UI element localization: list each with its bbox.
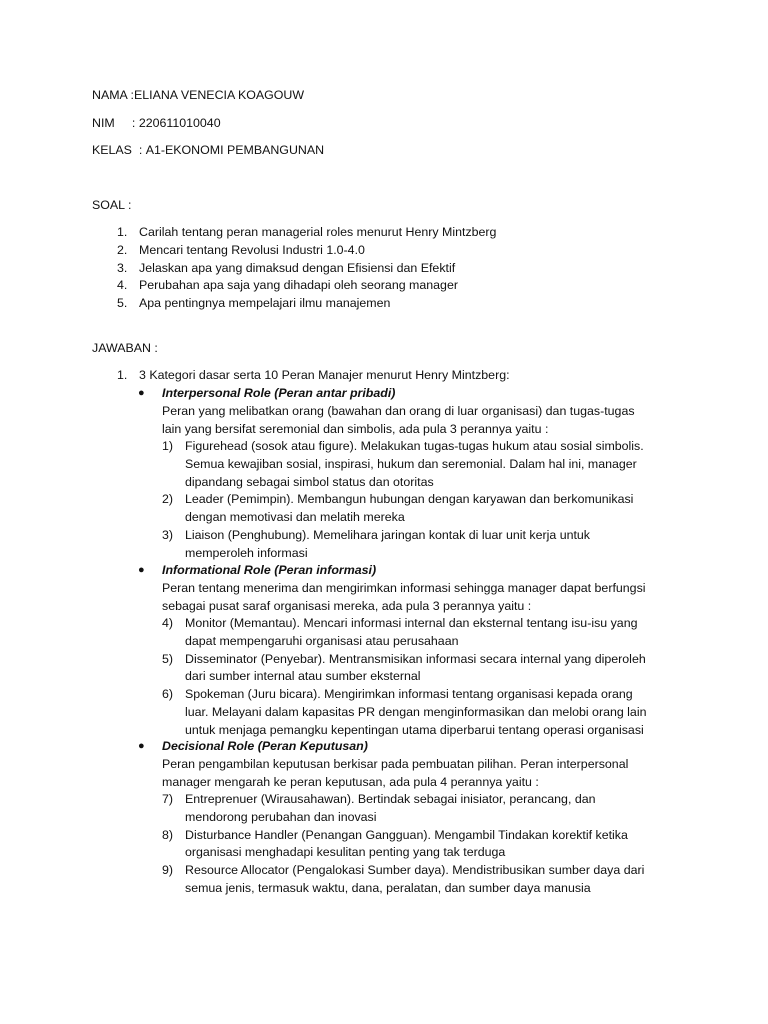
role-number: 2) <box>162 492 174 507</box>
interpersonal-roles <box>162 438 644 563</box>
section-title: Decisional Role (Peran Keputusan) <box>162 739 368 753</box>
kelas-value: A1-EKONOMI PEMBANGUNAN <box>145 143 325 157</box>
role-text: Resource Allocator (Pengalokasi Sumber daya). Mendistribusikan sumber daya dari <box>185 863 645 878</box>
role-text: semua jenis, termasuk waktu, dana, peralatan, dan sumber daya manusia <box>185 880 591 895</box>
section-title: Informational Role (Peran informasi) <box>162 563 377 577</box>
informational-section <box>138 562 646 615</box>
jawaban-item <box>117 367 510 385</box>
nim-label: NIM : <box>92 116 139 130</box>
soal-item-text: Jelaskan apa yang dimaksud dengan Efisiensi dan Efektif <box>139 260 456 275</box>
bullet-icon: ● <box>138 564 145 576</box>
role-text: organisasi menghadapi kesulitan penting yang tak terduga <box>185 845 506 860</box>
soal-item-text: Perubahan apa saja yang dihadapi oleh seorang manager <box>139 278 458 293</box>
role-text: mendorong perubahan dan inovasi <box>185 809 377 824</box>
soal-item <box>117 242 496 260</box>
soal-item <box>117 295 496 313</box>
interpersonal-section <box>138 385 635 438</box>
bullet-icon: ● <box>138 387 145 399</box>
kelas-line <box>92 142 324 160</box>
section-title: Interpersonal Role (Peran antar pribadi) <box>162 386 396 400</box>
section-desc: Peran tentang menerima dan mengirimkan informasi sehingga manager dapat berfungsi <box>162 580 646 595</box>
role-text: dipandang sebagai simbol status dan otoritas <box>185 474 434 489</box>
role-text: Entreprenuer (Wirausahawan). Bertindak sebagai inisiator, perancang, dan <box>185 792 596 806</box>
role-text: dapat mempengaruhi organisasi atau perusahaan <box>185 633 459 648</box>
soal-item <box>117 224 497 242</box>
role-text: memperoleh informasi <box>185 545 308 560</box>
role-number: 7) <box>162 792 174 806</box>
section-desc: Peran yang melibatkan orang (bawahan dan orang di luar organisasi) dan tugas-tugas <box>162 403 635 418</box>
role-text: luar. Melayani dalam kapasitas PR dengan menginformasikan dan melobi orang lain <box>185 704 647 719</box>
soal-item <box>117 260 496 278</box>
section-desc: sebagai pusat saraf organisasi mereka, ada pula 3 perannya yaitu : <box>162 598 532 613</box>
role-number: 1) <box>162 439 174 453</box>
role-text: Disturbance Handler (Penangan Gangguan). Mengambil Tindakan korektif ketika <box>185 827 628 842</box>
role-number: 6) <box>162 687 174 702</box>
name-line <box>92 87 304 105</box>
role-number: 5) <box>162 651 174 666</box>
nim-line <box>92 115 221 133</box>
jawaban-list <box>117 367 510 385</box>
role-number: 9) <box>162 863 174 878</box>
soal-item <box>117 277 496 295</box>
soal-list <box>117 224 497 313</box>
soal-heading: SOAL : <box>92 198 132 212</box>
role-text: Disseminator (Penyebar). Mentransmisikan informasi secara internal yang diperoleh <box>185 651 646 666</box>
informational-roles <box>162 615 647 740</box>
jawaban-item-number: 1. <box>117 368 128 382</box>
decisional-roles <box>162 791 645 898</box>
soal-item-text: Carilah tentang peran managerial roles menurut Henry Mintzberg <box>139 225 497 239</box>
section-desc: manager mengarah ke peran keputusan, ada pula 4 perannya yaitu : <box>162 774 539 789</box>
decisional-section <box>138 738 629 791</box>
name-value: ELIANA VENECIA KOAGOUW <box>134 88 305 102</box>
name-label: NAMA : <box>92 88 134 102</box>
soal-item-number: 3. <box>117 260 128 275</box>
role-text: Spokeman (Juru bicara). Mengirimkan informasi tentang organisasi kepada orang <box>185 687 633 702</box>
role-text: dengan memotivasi dan melatih mereka <box>185 510 405 525</box>
soal-item-number: 5. <box>117 296 128 311</box>
jawaban-heading: JAWABAN : <box>92 341 158 355</box>
role-text: Liaison (Penghubung). Memelihara jaringan kontak di luar unit kerja untuk <box>185 527 591 542</box>
role-number: 8) <box>162 827 174 842</box>
role-number: 3) <box>162 527 174 542</box>
nim-value: 220611010040 <box>138 116 221 130</box>
role-text: Monitor (Memantau). Mencari informasi internal dan eksternal tentang isu-isu yang <box>185 616 638 630</box>
soal-item-number: 2. <box>117 242 128 257</box>
bullet-icon: ● <box>138 740 145 752</box>
section-desc: Peran pengambilan keputusan berkisar pada pembuatan pilihan. Peran interpersonal <box>162 756 629 771</box>
role-text: Semua kewajiban sosial, inspirasi, hukum dan seremonial. Dalam hal ini, manager <box>185 456 637 471</box>
role-text: untuk menjaga pemangku kepentingan utama diperbarui tentang operasi organisasi <box>185 722 644 737</box>
kelas-label: KELAS : <box>92 143 146 157</box>
soal-item-number: 4. <box>117 278 128 293</box>
jawaban-item-text: 3 Kategori dasar serta 10 Peran Manajer menurut Henry Mintzberg: <box>139 368 510 382</box>
soal-item-text: Mencari tentang Revolusi Industri 1.0-4.0 <box>139 242 365 257</box>
role-text: Figurehead (sosok atau figure). Melakukan tugas-tugas hukum atau sosial simbolis. <box>185 439 644 453</box>
role-number: 4) <box>162 616 174 630</box>
soal-item-number: 1. <box>117 225 128 239</box>
section-desc: lain yang bersifat seremonial dan simbolis, ada pula 3 perannya yaitu : <box>162 421 549 436</box>
role-text: Leader (Pemimpin). Membangun hubungan dengan karyawan dan berkomunikasi <box>185 492 634 507</box>
role-text: dari sumber internal atau sumber eksternal <box>185 669 421 684</box>
soal-item-text: Apa pentingnya mempelajari ilmu manajemen <box>139 296 391 311</box>
